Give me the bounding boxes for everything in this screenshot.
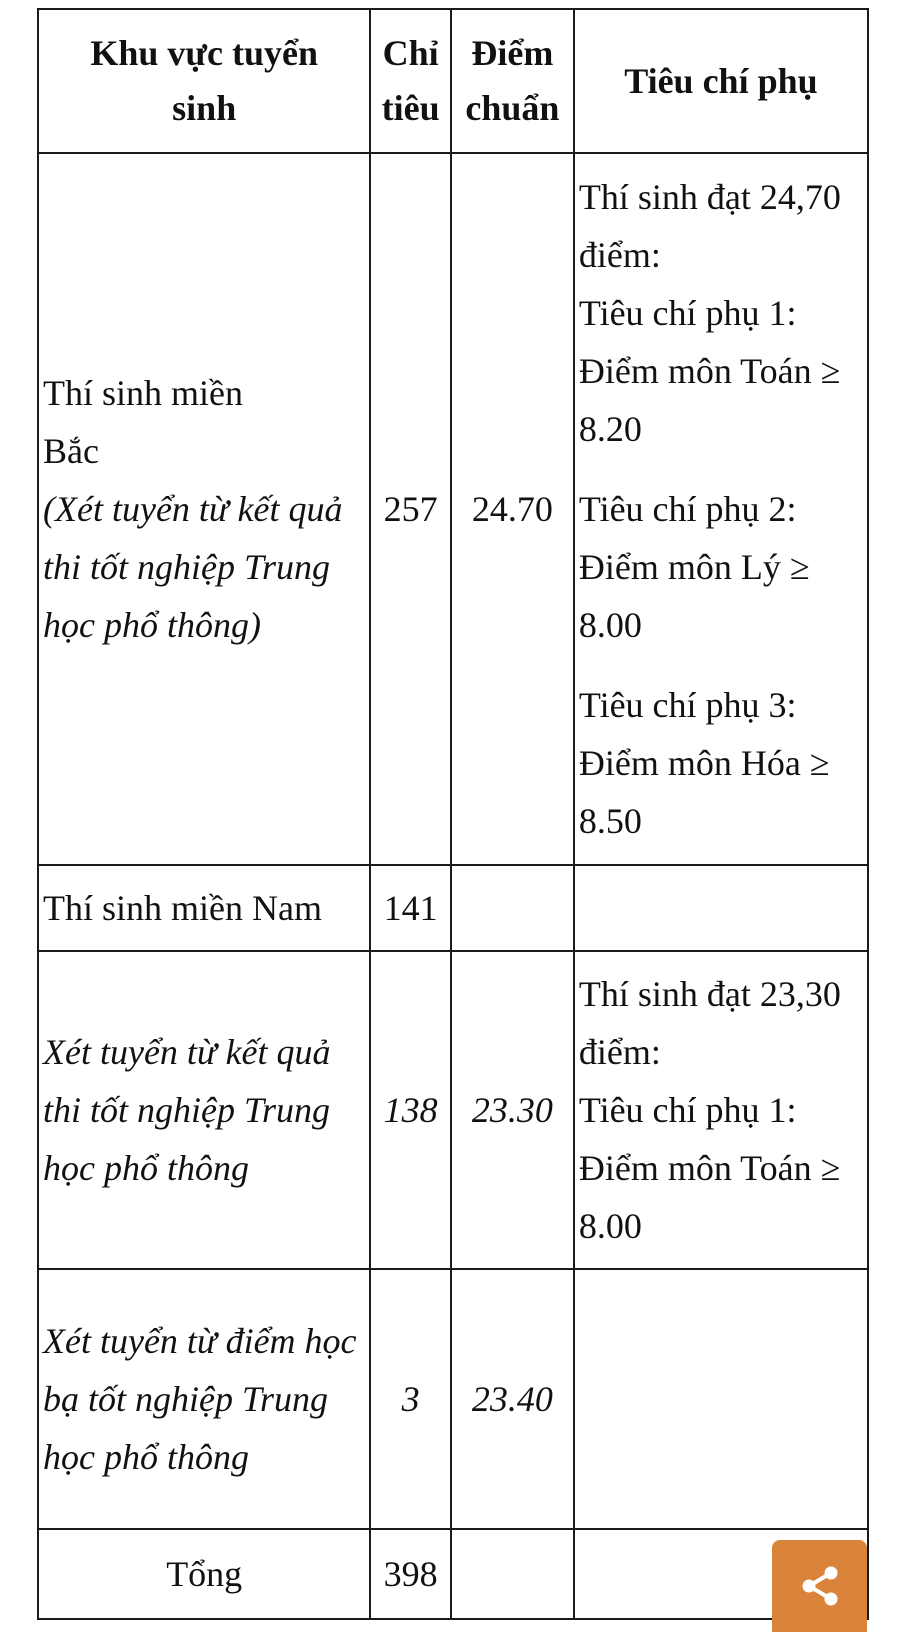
cell-total-quota: 398 (370, 1529, 451, 1619)
cell-total-label: Tổng (38, 1529, 370, 1619)
table-header-row (38, 9, 868, 153)
share-icon (800, 1565, 840, 1607)
cell-criteria-south-record (574, 1269, 868, 1529)
table-row-north (38, 153, 868, 865)
cell-cutoff-south (451, 865, 574, 951)
header-region: Khu vực tuyển sinh (38, 9, 370, 153)
table-row-south (38, 865, 868, 951)
share-button[interactable] (772, 1540, 867, 1632)
cell-cutoff-south-exam: 23.30 (451, 951, 574, 1269)
cell-quota-south-exam: 138 (370, 951, 451, 1269)
criteria-north-2: Tiêu chí phụ 2: Điểm môn Lý ≥ 8.00 (578, 489, 810, 645)
criteria-north-1: Tiêu chí phụ 1: Điểm môn Toán ≥ 8.20 (578, 293, 841, 449)
cell-region-south-exam: Xét tuyển từ kết quả thi tốt nghiệp Trung học phổ thông (38, 951, 370, 1269)
admission-table (37, 8, 869, 1620)
criteria-north-3: Tiêu chí phụ 3: Điểm môn Hóa ≥ 8.50 (578, 685, 830, 841)
criteria-north-intro: Thí sinh đạt 24,70 điểm: (578, 177, 841, 275)
cell-cutoff-north: 24.70 (451, 153, 574, 865)
cell-criteria-south-exam (574, 951, 868, 1269)
cell-total-cutoff (451, 1529, 574, 1619)
cell-region-north (38, 153, 370, 865)
cell-quota-south: 141 (370, 865, 451, 951)
table-row-south-exam (38, 951, 868, 1269)
region-north-line1: Thí sinh miền (43, 373, 243, 413)
header-quota: Chỉ tiêu (370, 9, 451, 153)
cell-region-south-record: Xét tuyển từ điểm học bạ tốt nghiệp Trung học phổ thông (38, 1269, 370, 1529)
region-north-note: (Xét tuyển từ kết quả thi tốt nghiệp Trung học phổ thông) (43, 489, 343, 645)
cell-criteria-south (574, 865, 868, 951)
header-criteria: Tiêu chí phụ (574, 9, 868, 153)
cell-criteria-north (574, 153, 868, 865)
table-row-south-record (38, 1269, 868, 1529)
table-row-total (38, 1529, 868, 1619)
header-cutoff: Điểm chuẩn (451, 9, 574, 153)
cell-quota-north: 257 (370, 153, 451, 865)
cell-cutoff-south-record: 23.40 (451, 1269, 574, 1529)
region-north-line2: Bắc (43, 431, 99, 471)
cell-quota-south-record: 3 (370, 1269, 451, 1529)
criteria-south-exam-1: Tiêu chí phụ 1: Điểm môn Toán ≥ 8.00 (578, 1090, 841, 1246)
criteria-south-exam-intro: Thí sinh đạt 23,30 điểm: (578, 974, 841, 1072)
cell-region-south: Thí sinh miền Nam (38, 865, 370, 951)
